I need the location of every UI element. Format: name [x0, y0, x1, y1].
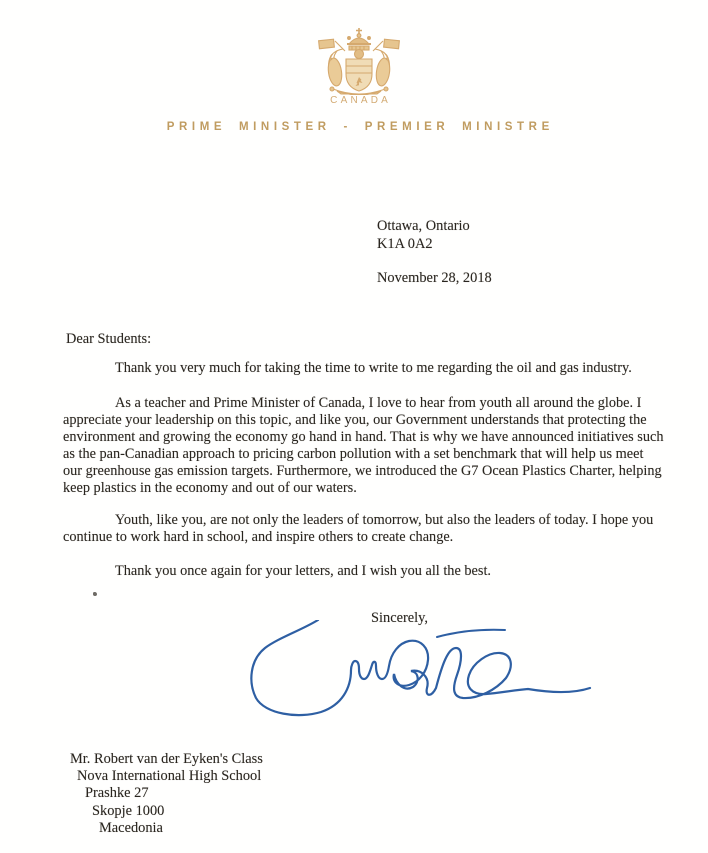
scan-artifact-speck	[93, 592, 97, 596]
crest-caption: CANADA	[330, 95, 392, 106]
origin-address	[377, 218, 470, 253]
recipient-line: Skopje 1000	[92, 802, 165, 819]
canada-coat-of-arms-icon	[299, 27, 419, 95]
salutation: Dear Students:	[66, 331, 152, 347]
recipient-line: Nova International High School	[77, 768, 262, 785]
origin-city-line: Ottawa, Ontario	[377, 218, 470, 234]
origin-postal-code: K1A 0A2	[377, 235, 433, 252]
handwritten-signature	[238, 620, 708, 732]
recipient-address	[64, 751, 263, 837]
paragraph-4: Thank you once again for your letters, and I wish you all the best.	[115, 563, 491, 579]
recipient-line: Prashke 27	[85, 785, 149, 802]
letter-date: November 28, 2018	[377, 270, 492, 286]
recipient-line: Macedonia	[99, 819, 163, 836]
paragraph-1: Thank you very much for taking the time to write to me regarding the oil and gas industry.	[115, 360, 632, 376]
paragraph-3: Youth, like you, are not only the leaders of tomorrow, but also the leaders of today. I hope you continue to work hard in school, and inspire others to create change.	[63, 512, 654, 546]
letterhead-title: PRIME MINISTER - PREMIER MINISTRE	[166, 121, 554, 133]
closing-sincerely: Sincerely,	[371, 610, 429, 626]
recipient-line: Mr. Robert van der Eyken's Class	[70, 751, 263, 767]
paragraph-2: As a teacher and Prime Minister of Canada, I love to hear from youth all around the globe. I appreciate your leadership on this topic, and like you, our Government understands that protecting the environment and growing the economy go hand in hand. That is why we have announced initiatives such as the pan-Canadian approach to pricing carbon pollution with a set benchmark that will help us meet our greenhouse gas emission targets. Furthermore, we introduced the G7 Ocean Plastics Charter, helping keep plastics in the economy and out of our waters.	[63, 395, 664, 497]
